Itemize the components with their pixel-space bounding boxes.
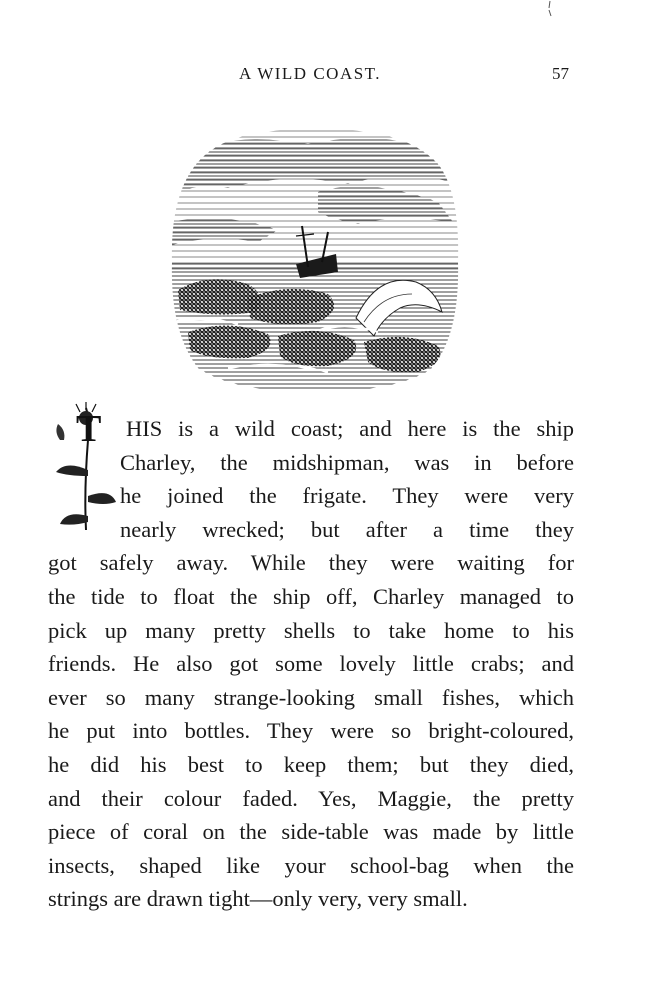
text-line: insects, shaped like your school-bag when the	[48, 852, 574, 878]
text-line: piece of coral on the side-table was made by little	[48, 819, 574, 845]
text-line: got safely away. While they were waiting for	[48, 550, 574, 576]
text-line: nearly wrecked; but after a time they	[120, 516, 574, 542]
text-line: and their colour faded. Yes, Maggie, the pretty	[48, 785, 574, 811]
body-paragraph	[48, 408, 574, 916]
page-number: 57	[552, 64, 569, 83]
text-line: pick up many pretty shells to take home to his	[48, 617, 574, 643]
shipwreck-engraving	[168, 122, 460, 394]
text-line: the tide to float the ship off, Charley managed to	[48, 583, 574, 609]
text-line: strings are drawn tight—only very, very small.	[48, 886, 468, 912]
dropcap-letter: T	[76, 408, 102, 450]
text-line: he joined the frigate. They were very	[120, 483, 574, 509]
corner-pencil-mark	[546, 0, 554, 18]
text-line: he did his best to keep them; but they died,	[48, 751, 574, 777]
text-line: HIS is a wild coast; and here is the ship	[126, 416, 574, 441]
text-line: friends. He also got some lovely little crabs; and	[48, 651, 574, 677]
text-line: ever so many strange-looking small fishes, which	[48, 684, 574, 710]
text-line: Charley, the midshipman, was in before	[120, 449, 574, 475]
text-line: he put into bottles. They were so bright-coloured,	[48, 718, 574, 744]
running-title: A WILD COAST.	[238, 64, 382, 83]
